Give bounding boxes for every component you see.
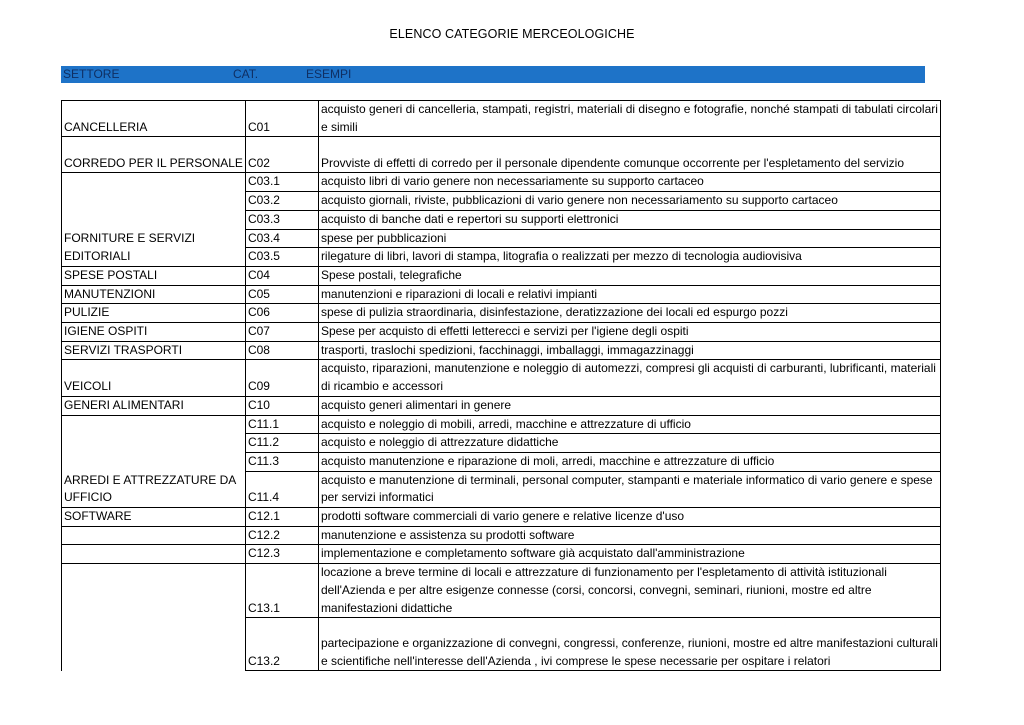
page-title: ELENCO CATEGORIE MERCEOLOGICHE (389, 27, 635, 41)
cat-cell: C10 (245, 396, 318, 415)
settore-cell: EDITORIALI (62, 248, 246, 267)
esempi-cell: Spese postali, telegrafiche (318, 266, 940, 285)
esempi-cell: acquisto e noleggio di mobili, arredi, macchine e attrezzature di ufficio (318, 415, 940, 434)
settore-cell: GENERI ALIMENTARI (62, 396, 246, 415)
settore-cell (62, 526, 246, 545)
settore-cell: VEICOLI (62, 360, 246, 396)
settore-cell: CANCELLERIA (62, 101, 246, 137)
cat-cell: C09 (245, 360, 318, 396)
esempi-cell: manutenzioni e riparazioni di locali e relativi impianti (318, 285, 940, 304)
categories-table (61, 100, 941, 671)
esempi-cell: acquisto di banche dati e repertori su supporti elettronici (318, 210, 940, 229)
cat-cell: C03.4 (245, 229, 318, 248)
esempi-cell: acquisto giornali, riviste, pubblicazioni di vario genere non necessariamento su supporto cartaceo (318, 192, 940, 211)
cat-cell: C12.2 (245, 526, 318, 545)
cat-cell: C12.3 (245, 545, 318, 564)
settore-cell: SPESE POSTALI (62, 266, 246, 285)
esempi-cell: acquisto e manutenzione di terminali, personal computer, stampanti e materiale informatico di vario genere e spese per servizi informatici (318, 471, 940, 507)
cat-cell: C04 (245, 266, 318, 285)
settore-cell: IGIENE OSPITI (62, 323, 246, 342)
esempi-cell: manutenzione e assistenza su prodotti software (318, 526, 940, 545)
cat-cell: C01 (245, 101, 318, 137)
cat-cell: C03.2 (245, 192, 318, 211)
esempi-cell: trasporti, traslochi spedizioni, facchinaggi, imballaggi, immagazzinaggi (318, 341, 940, 360)
esempi-cell: implementazione e completamento software già acquistato dall'amministrazione (318, 545, 940, 564)
cat-cell: C11.4 (245, 471, 318, 507)
cat-cell: C13.1 (245, 564, 318, 618)
esempi-cell: acquisto e noleggio di attrezzature didattiche (318, 434, 940, 453)
cat-cell: C11.2 (245, 434, 318, 453)
settore-cell (62, 545, 246, 564)
settore-cell: ARREDI E ATTREZZATURE DA UFFICIO (62, 471, 246, 507)
esempi-cell: Provviste di effetti di corredo per il personale dipendente comunque occorrente per l'espletamento del servizio (318, 137, 940, 173)
esempi-cell: locazione a breve termine di locali e attrezzature di funzionamento per l'espletamento di attività istituzionali dell'Azienda e per altre esigenze connesse (corsi, concorsi, convegni, seminari, riunioni, mostre ed altre manifestazioni didattiche (318, 564, 940, 618)
esempi-cell: acquisto generi alimentari in genere (318, 396, 940, 415)
cat-cell: C11.3 (245, 452, 318, 471)
cat-cell: C06 (245, 304, 318, 323)
settore-cell: CORREDO PER IL PERSONALE (62, 137, 246, 173)
settore-cell: MANUTENZIONI (62, 285, 246, 304)
cat-cell: C07 (245, 323, 318, 342)
esempi-cell: acquisto libri di vario genere non necessariamente su supporto cartaceo (318, 173, 940, 192)
settore-cell: SOFTWARE (62, 508, 246, 527)
header-esempi: ESEMPI (306, 67, 352, 81)
settore-cell: SERVIZI TRASPORTI (62, 341, 246, 360)
cat-cell: C12.1 (245, 508, 318, 527)
cat-cell: C03.3 (245, 210, 318, 229)
esempi-cell: prodotti software commerciali di vario genere e relative licenze d'uso (318, 508, 940, 527)
esempi-cell: spese per pubblicazioni (318, 229, 940, 248)
settore-cell (62, 564, 246, 671)
esempi-cell: rilegature di libri, lavori di stampa, litografia o realizzati per mezzo di tecnologia audiovisiva (318, 248, 940, 267)
settore-cell: FORNITURE E SERVIZI (62, 229, 246, 248)
esempi-cell: acquisto, riparazioni, manutenzione e noleggio di automezzi, compresi gli acquisti di carburanti, lubrificanti, materiali di ricambio e accessori (318, 360, 940, 396)
esempi-cell: partecipazione e organizzazione di convegni, congressi, conferenze, riunioni, mostre ed altre manifestazioni culturali e scientifiche nell'interesse dell'Azienda , ivi comprese le spese necessarie per ospitare i relatori (318, 618, 940, 671)
settore-cell (62, 173, 246, 229)
esempi-cell: acquisto generi di cancelleria, stampati, registri, materiali di disegno e fotografie, nonché stampati di tabulati circolari e simili (318, 101, 940, 137)
cat-cell: C03.1 (245, 173, 318, 192)
cat-cell: C08 (245, 341, 318, 360)
header-cat: CAT. (233, 67, 259, 81)
header-settore: SETTORE (63, 67, 120, 81)
esempi-cell: acquisto manutenzione e riparazione di moli, arredi, macchine e attrezzature di ufficio (318, 452, 940, 471)
esempi-cell: spese di pulizia straordinaria, disinfestazione, deratizzazione dei locali ed espurgo pozzi (318, 304, 940, 323)
esempi-cell: Spese per acquisto di effetti letterecci e servizi per l'igiene degli ospiti (318, 323, 940, 342)
table-header (61, 66, 925, 83)
cat-cell: C13.2 (245, 618, 318, 671)
cat-cell: C03.5 (245, 248, 318, 267)
cat-cell: C11.1 (245, 415, 318, 434)
settore-cell (62, 415, 246, 471)
settore-cell: PULIZIE (62, 304, 246, 323)
cat-cell: C02 (245, 137, 318, 173)
cat-cell: C05 (245, 285, 318, 304)
